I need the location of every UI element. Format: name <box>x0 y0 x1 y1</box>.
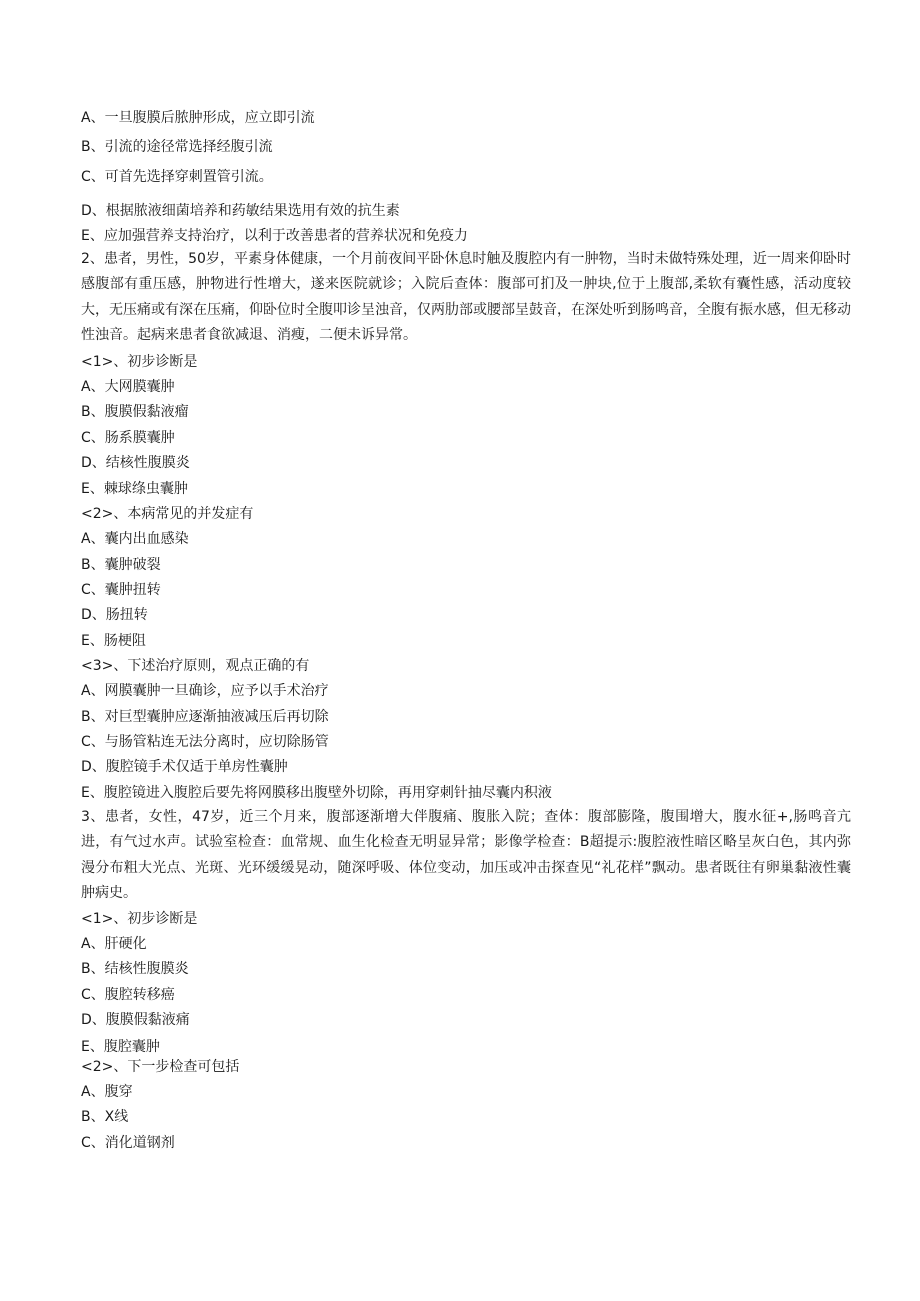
q1-option-b: B、引流的途径常选择经腹引流 <box>81 139 273 155</box>
q2-sub1-question: <1>、初步诊断是 <box>81 354 198 370</box>
q2-sub3-option-c: C、与肠管粘连无法分离时，应切除肠管 <box>81 734 329 750</box>
q2-sub2-option-e: E、肠梗阻 <box>81 633 146 649</box>
q1-option-e: E、应加强营养支持治疗，以利于改善患者的营养状况和免疫力 <box>81 228 468 244</box>
q2-sub2-option-d: D、肠扭转 <box>81 607 148 623</box>
q1-option-d: D、根据脓液细菌培养和药敏结果选用有效的抗生素 <box>81 203 400 219</box>
q3-sub1-option-e: E、腹腔囊肿 <box>81 1039 160 1055</box>
q2-sub2-question: <2>、本病常见的并发症有 <box>81 506 254 522</box>
q2-sub1-option-b: B、腹膜假黏液瘤 <box>81 404 189 420</box>
q3-stem: 3、患者，女性，47岁，近三个月来，腹部逐渐增大伴腹痛、腹胀入院；查体：腹部膨隆，腹围增大，腹水征+,肠鸣音亢进，有气过水声。试验室检查：血常规、血生化检查无明显异常；影像学检查：B超提示:腹腔液性暗区略呈灰白色，其内弥漫分布粗大光点、光斑、光环缓缓晃动，随深呼吸、体位变动，加压或冲击探查见“礼花样”飘动。患者既往有卵巢黏液性囊肿病史。 <box>81 809 851 901</box>
q2-sub3-question: <3>、下述治疗原则，观点正确的有 <box>81 658 310 674</box>
q3-sub1-option-c: C、腹腔转移癌 <box>81 987 175 1003</box>
q3-sub1-question: <1>、初步诊断是 <box>81 911 198 927</box>
q3-sub2-option-c: C、消化道钢剂 <box>81 1135 175 1151</box>
q2-sub2-option-a: A、囊内出血感染 <box>81 531 189 547</box>
q3-sub2-option-b: B、X线 <box>81 1109 129 1125</box>
q2-sub2-option-b: B、囊肿破裂 <box>81 557 161 573</box>
q3-sub1-option-a: A、肝硬化 <box>81 936 147 952</box>
q3-sub1-option-d: D、腹膜假黏液痛 <box>81 1012 190 1028</box>
q2-sub3-option-e: E、腹腔镜进入腹腔后要先将网膜移出腹壁外切除，再用穿刺针抽尽囊内积液 <box>81 785 552 801</box>
q2-sub3-option-a: A、网膜囊肿一旦确诊，应予以手术治疗 <box>81 683 329 699</box>
q3-sub2-option-a: A、腹穿 <box>81 1084 133 1100</box>
q2-sub1-option-e: E、棘球绦虫囊肿 <box>81 481 188 497</box>
q3-sub1-option-b: B、结核性腹膜炎 <box>81 961 189 977</box>
q2-sub3-option-b: B、对巨型囊肿应逐渐抽液减压后再切除 <box>81 709 329 725</box>
q2-stem: 2、患者，男性，50岁，平素身体健康，一个月前夜间平卧休息时触及腹腔内有一肿物，当时未做特殊处理，近一周来仰卧时感腹部有重压感，肿物进行性增大，遂来医院就诊；入院后查体：腹部可扪及一肿块,位于上腹部,柔软有囊性感，活动度较大，无压痛或有深在压痛，仰卧位时全腹叩诊呈浊音，仅两肋部或腰部呈鼓音，在深处听到肠鸣音，全腹有振水感，但无移动性浊音。起病来患者食欲减退、消瘦，二便未诉异常。 <box>81 251 851 343</box>
q1-option-a: A、一旦腹膜后脓肿形成，应立即引流 <box>81 110 315 126</box>
q2-sub1-option-d: D、结核性腹膜炎 <box>81 455 190 471</box>
q2-sub3-option-d: D、腹腔镜手术仅适于单房性囊肿 <box>81 759 288 775</box>
q3-sub2-question: <2>、下一步检查可包括 <box>81 1059 240 1075</box>
q2-sub2-option-c: C、囊肿扭转 <box>81 582 161 598</box>
q1-option-c: C、可首先选择穿刺置管引流。 <box>81 169 273 185</box>
q2-sub1-option-a: A、大网膜囊肿 <box>81 379 175 395</box>
q2-sub1-option-c: C、肠系膜囊肿 <box>81 430 175 446</box>
